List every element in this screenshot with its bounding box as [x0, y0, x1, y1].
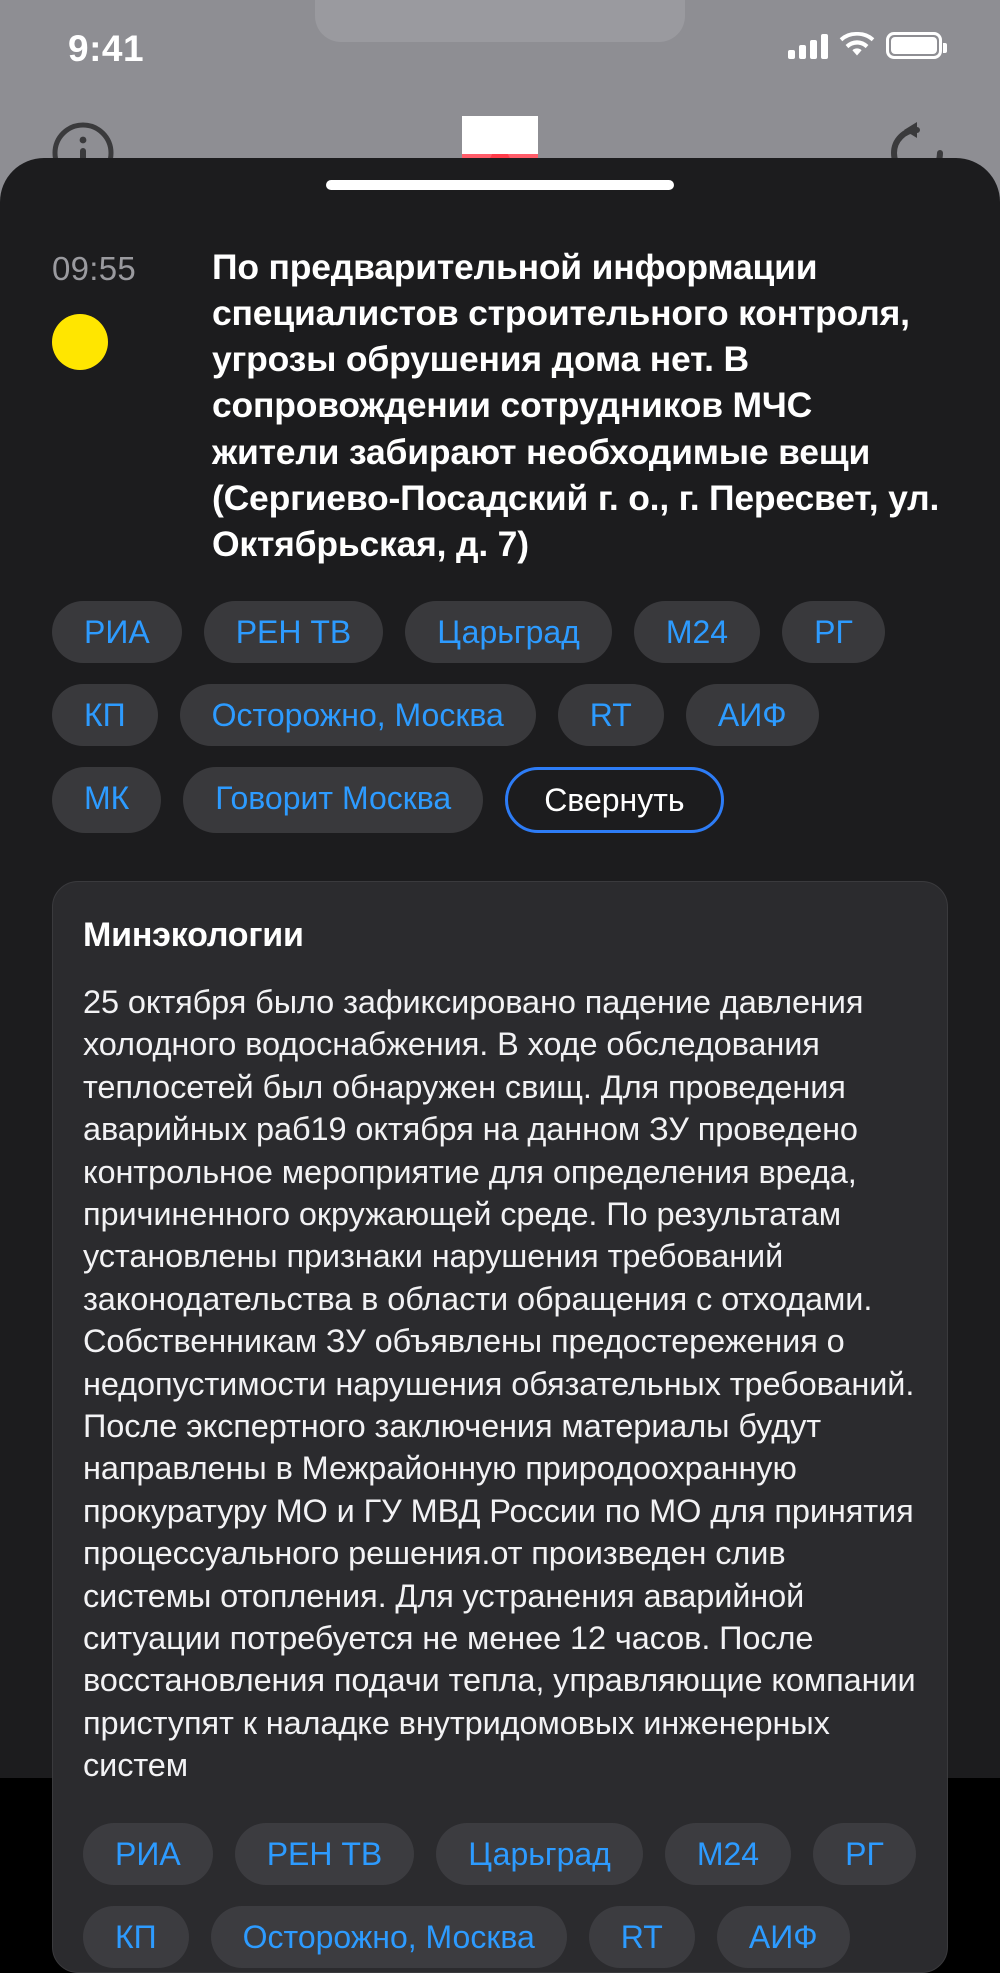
status-indicators [788, 32, 942, 59]
source-chip[interactable]: РИА [52, 601, 182, 663]
news-card[interactable] [52, 881, 948, 1973]
wifi-icon [840, 33, 874, 59]
status-bar [0, 0, 1000, 105]
source-chip[interactable]: КП [83, 1906, 189, 1968]
battery-full-icon [886, 32, 942, 59]
source-chip[interactable]: РГ [782, 601, 885, 663]
source-chip[interactable]: М24 [634, 601, 760, 663]
news-time: 09:55 [52, 250, 137, 287]
card-title: Минэкологии [83, 915, 304, 954]
status-time: 9:41 [68, 28, 145, 69]
news-item[interactable] [52, 214, 948, 567]
card-sources-row-2 [83, 1906, 917, 1955]
source-chip[interactable]: РЕН ТВ [235, 1823, 415, 1885]
collapse-button[interactable]: Свернуть [505, 767, 723, 833]
source-chip[interactable]: КП [52, 684, 158, 746]
source-chip[interactable]: АИФ [686, 684, 819, 746]
source-chip[interactable]: РГ [813, 1823, 916, 1885]
news-sources [52, 601, 948, 833]
source-chip[interactable]: Говорит Москва [183, 767, 483, 833]
news-text: По предварительной информации специалистов строительного контроля, угрозы обрушения дома нет. В сопровождении сотрудников МЧС жители забирают необходимые вещи (Сергиево-Посадский г. о., г. Пересвет, ул. Октябрьская, д. 7) [212, 247, 940, 564]
source-chip[interactable]: RT [589, 1906, 695, 1968]
card-text: 25 октября было зафиксировано падение давления холодного водоснабжения. В ходе обследования теплосетей был обнаружен свищ. Для проведения аварийных раб19 октября на данном ЗУ проведено контрольное мероприятие для определения вреда, причиненного окружающей среде. По результатам установлены признаки нарушения требований законодательства в области обращения с отходами. Собственникам ЗУ объявлены предостережения о недопустимости нарушения обязательных требований. После экспертного заключения материалы будут направлены в Межрайонную природоохранную прокуратуру МО и ГУ МВД России по МО для принятия процессуального решения.от произведен слив системы отопления. Для устранения аварийной ситуации потребуется не менее 12 часов. После восстановления подачи тепла, управляющие компании приступят к наладке внутридомовых инженерных систем [83, 983, 916, 1784]
source-chip[interactable]: Осторожно, Москва [180, 684, 536, 746]
source-chip[interactable]: Осторожно, Москва [211, 1906, 567, 1968]
news-body [212, 244, 948, 567]
source-chip[interactable]: Царьград [436, 1823, 643, 1885]
source-chip[interactable]: М24 [665, 1823, 791, 1885]
news-meta [52, 244, 212, 567]
sheet-grabber-handle[interactable] [326, 180, 674, 190]
card-sources-row-1 [83, 1823, 917, 1885]
notch [315, 0, 685, 42]
sheet-scroll-area[interactable] [0, 214, 1000, 1955]
source-chip[interactable]: АИФ [717, 1906, 850, 1968]
status-dot [52, 314, 108, 370]
cellular-signal-icon [788, 33, 828, 59]
source-chip[interactable]: RT [558, 684, 664, 746]
source-chip[interactable]: РИА [83, 1823, 213, 1885]
source-chip[interactable]: Царьград [405, 601, 612, 663]
bottom-sheet [0, 158, 1000, 1955]
source-chip[interactable]: РЕН ТВ [204, 601, 384, 663]
source-chip[interactable]: МК [52, 767, 161, 833]
